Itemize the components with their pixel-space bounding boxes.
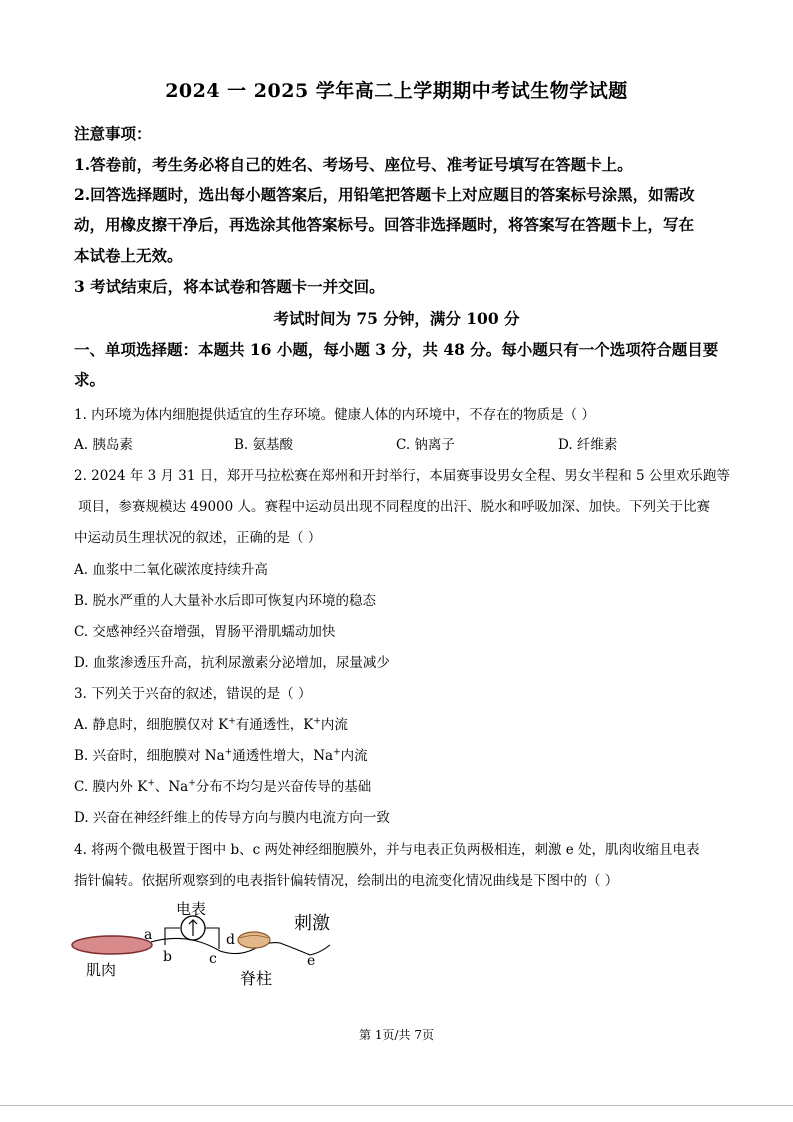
q2-option-a: A. 血浆中二氧化碳浓度持续升高 bbox=[74, 562, 268, 578]
q1-option-a: A. 胰岛素 bbox=[74, 437, 133, 453]
notice-line-1: 1.答卷前，考生务必将自己的姓名、考场号、座位号、准考证号填写在答题卡上。 bbox=[74, 155, 633, 174]
q4-stem-line-2: 指针偏转。依据所观察到的电表指针偏转情况，绘制出的电流变化情况曲线是下图中的（ ） bbox=[74, 873, 619, 889]
q1-option-d: D. 纤维素 bbox=[558, 437, 618, 453]
q3-stem: 3. 下列关于兴奋的叙述，错误的是（ ） bbox=[74, 686, 312, 702]
q3-option-a: A. 静息时，细胞膜仅对 K+有通透性，K+内流 bbox=[74, 716, 348, 733]
label-a: a bbox=[144, 927, 153, 943]
notice-line-2a: 2.回答选择题时，选出每小题答案后，用铅笔把答题卡上对应题目的答案标号涂黑，如需改 bbox=[74, 185, 695, 204]
q1-option-c: C. 钠离子 bbox=[396, 437, 455, 453]
section-heading-line-1: 一、单项选择题：本题共 16 小题，每小题 3 分，共 48 分。每小题只有一个选项符合题目要 bbox=[74, 340, 719, 359]
label-stimulus: 刺激 bbox=[294, 913, 330, 934]
q1-stem: 1. 内环境为体内细胞提供适宜的生存环境。健康人体的内环境中，不存在的物质是（ ） bbox=[74, 407, 595, 423]
q3-option-b: B. 兴奋时，细胞膜对 Na+通透性增大，Na+内流 bbox=[74, 747, 368, 764]
page-title: 2024 一 2025 学年高二上学期期中考试生物学试题 bbox=[165, 80, 628, 102]
q2-option-d: D. 血浆渗透压升高，抗利尿激素分泌增加，尿量减少 bbox=[74, 655, 390, 671]
q2-stem-line-2: 项目，参赛规模达 49000 人。赛程中运动员出现不同程度的出汗、脱水和呼吸加深、加快。下列关于比赛 bbox=[78, 499, 711, 515]
label-c: c bbox=[209, 951, 217, 967]
exam-info: 考试时间为 75 分钟，满分 100 分 bbox=[273, 309, 520, 328]
notice-line-3: 3 考试结束后，将本试卷和答题卡一并交回。 bbox=[74, 277, 385, 296]
q3-option-d: D. 兴奋在神经纤维上的传导方向与膜内电流方向一致 bbox=[74, 810, 390, 826]
label-d: d bbox=[226, 932, 235, 948]
notice-line-2b: 动，用橡皮擦干净后，再选涂其他答案标号。回答非选择题时，将答案写在答题卡上，写在 bbox=[74, 215, 695, 234]
q4-stem-line-1: 4. 将两个微电极置于图中 b、c 两处神经细胞膜外，并与电表正负两极相连，刺激 e 处，肌肉收缩且电表 bbox=[74, 842, 700, 858]
muscle-shape bbox=[72, 936, 152, 954]
spine-shape bbox=[238, 932, 270, 948]
nerve-muscle-diagram bbox=[68, 893, 368, 998]
q2-option-b: B. 脱水严重的人大量补水后即可恢复内环境的稳态 bbox=[74, 593, 377, 609]
notice-line-2c: 本试卷上无效。 bbox=[74, 246, 183, 265]
q2-stem-line-1: 2. 2024 年 3 月 31 日，郑开马拉松赛在郑州和开封举行，本届赛事设男女全程、男女半程和 5 公里欢乐跑等 bbox=[74, 468, 730, 484]
bottom-divider bbox=[0, 1105, 793, 1106]
q2-option-c: C. 交感神经兴奋增强，胃肠平滑肌蠕动加快 bbox=[74, 624, 336, 640]
label-b: b bbox=[163, 949, 172, 965]
notice-heading: 注意事项： bbox=[74, 124, 152, 143]
q2-stem-line-3: 中运动员生理状况的叙述，正确的是（ ） bbox=[74, 530, 322, 546]
section-heading-line-2: 求。 bbox=[74, 370, 106, 389]
page-footer: 第 1页/共 7页 bbox=[359, 1028, 434, 1042]
label-e: e bbox=[307, 953, 316, 969]
label-meter: 电表 bbox=[176, 900, 207, 918]
label-muscle: 肌肉 bbox=[86, 961, 117, 979]
q1-option-b: B. 氨基酸 bbox=[234, 437, 294, 453]
q3-option-c: C. 膜内外 K+、Na+分布不均匀是兴奋传导的基础 bbox=[74, 778, 372, 795]
label-spine: 脊柱 bbox=[240, 969, 273, 988]
